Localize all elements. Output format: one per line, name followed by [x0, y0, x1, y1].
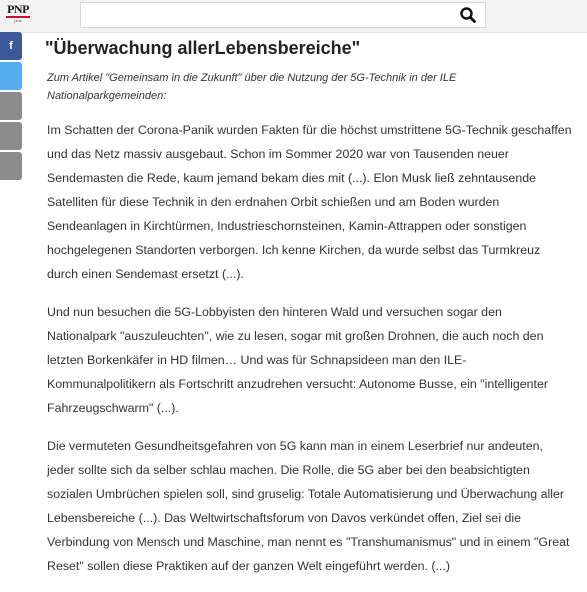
- search-button[interactable]: [459, 6, 477, 24]
- logo-sub: plus: [14, 18, 22, 23]
- share-button-4[interactable]: [0, 122, 22, 150]
- search-input[interactable]: [80, 2, 486, 28]
- article-paragraph: Und nun besuchen die 5G-Lobbyisten den hinteren Wald und versuchen sogar den Nationalpark "auszuleuchten", wie zu lesen, sogar mit großen Drohnen, die auch noch den letzten Borkenkäfer in HD filmen… Und was für Schnapsideen man den ILE-Kommunalpolitikern als Fortschritt anzudrehen versucht: Autonome Busse, ein "intelligenter Fahrzeugschwarm" (...).: [47, 305, 548, 415]
- article-body: [47, 118, 572, 592]
- pnp-logo[interactable]: [5, 3, 31, 27]
- facebook-icon: f: [9, 40, 13, 52]
- article-intro: Zum Artikel "Gemeinsam in die Zukunft" über die Nutzung der 5G-Technik in der ILE Nationalparkgemeinden:: [47, 72, 457, 102]
- top-bar: [0, 0, 587, 33]
- facebook-share-button[interactable]: [0, 32, 22, 60]
- twitter-share-button[interactable]: [0, 62, 22, 90]
- article-paragraph: Die vermuteten Gesundheitsgefahren von 5G kann man in einem Leserbrief nur andeuten, jeder sollte sich da selber schlau machen. Die Rolle, die 5G aber bei den beabsichtigten sozialen Umbrüchen spielen soll, sind gruselig: Totale Automatisierung und Überwachung aller Lebensbereiche (...). Das Weltwirtschaftsforum von Davos verkündet offen, Ziel sei die Verbindung von Mensch und Maschine, man nennt es "Transhumanismus" und in einem "Great Reset" sollen diese Praktiken auf der ganzen Welt eingeführt werden. (...): [47, 439, 570, 573]
- search-icon: [459, 6, 477, 24]
- share-button-5[interactable]: [0, 152, 22, 180]
- logo-text: PNP: [7, 2, 29, 16]
- article-title: "Überwachung allerLebensbereiche": [45, 38, 361, 58]
- share-bar: [0, 32, 22, 182]
- share-button-3[interactable]: [0, 92, 22, 120]
- article-paragraph: Im Schatten der Corona-Panik wurden Fakten für die höchst umstrittene 5G-Technik geschaffen und das Netz massiv ausgebaut. Schon im Sommer 2020 war von Tausenden neuer Sendemasten die Rede, kaum jemand bekam dies mit (...). Elon Musk ließ zehntausende Satelliten für diese Technik in den erdnahen Orbit schießen und am Boden wurden Sendeanlagen in Kirchtürmen, Industrieschornsteinen, Kamin-Attrappen oder sonstigen hochgelegenen Standorten verborgen. Ich kenne Kirchen, da wurde selbst das Turmkreuz durch einen Sendemast ersetzt (...).: [47, 123, 572, 281]
